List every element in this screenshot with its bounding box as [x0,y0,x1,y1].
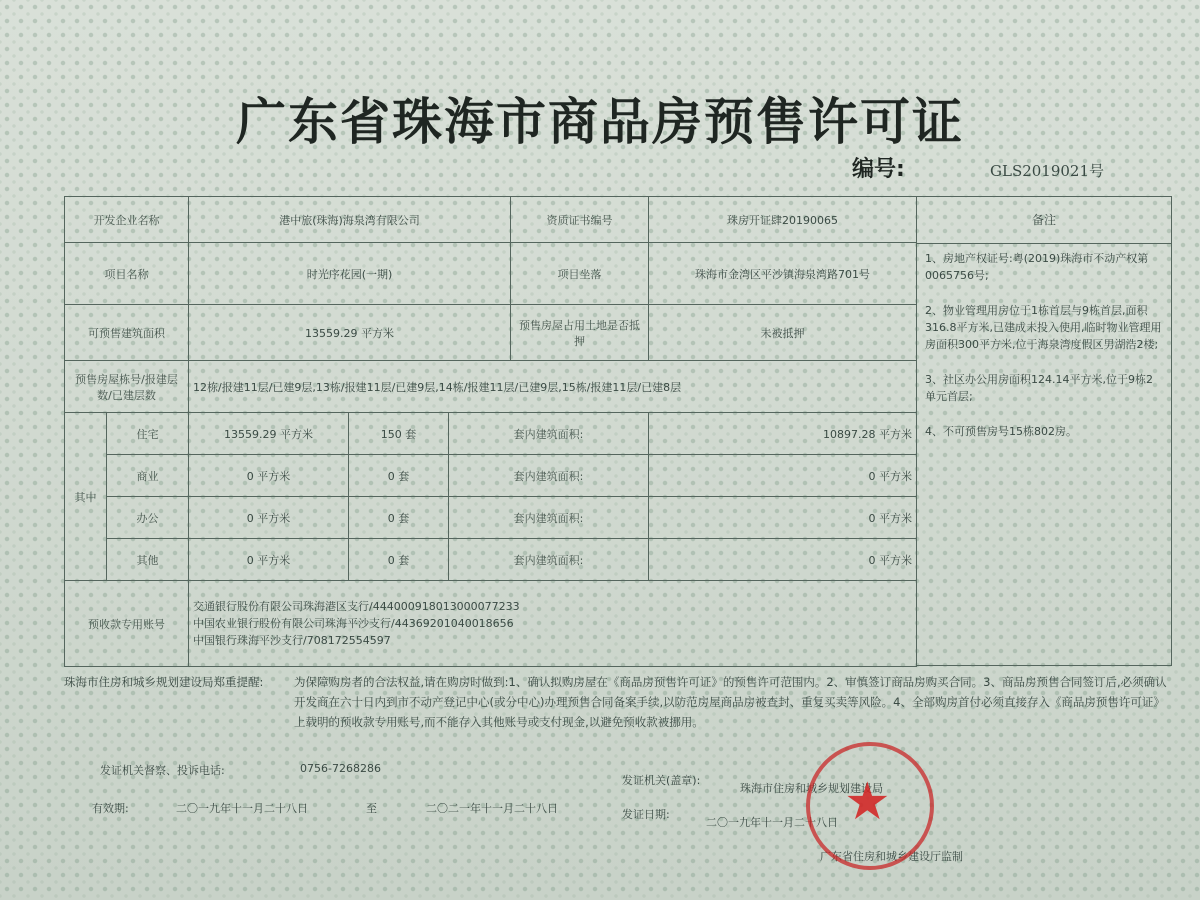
notice-issuer: 珠海市住房和城乡规划建设局郑重提醒: [64,675,264,689]
breakdown-units: 0 套 [349,539,449,581]
issuing-org-label: 发证机关(盖章): [622,774,701,787]
mortgage-value: 未被抵押 [649,305,917,361]
presale-area-value: 13559.29 平方米 [189,305,511,361]
breakdown-area: 0 平方米 [189,455,349,497]
breakdown-type: 住宅 [107,413,189,455]
project-location-label: 项目坐落 [511,243,649,305]
validity-label: 有效期: [92,802,129,815]
validity-from: 二〇一九年十一月二十八日 [176,802,308,815]
breakdown-inner-label: 套内建筑面积: [449,455,649,497]
seal-bottom-text: 广东省住房和城乡建设厅监制 [820,850,963,863]
account-line: 交通银行股份有限公司珠海港区支行/444000918013000077233 [193,600,520,613]
developer-label: 开发企业名称 [65,197,189,243]
breakdown-type: 办公 [107,497,189,539]
permit-table [64,196,917,667]
account-lines [189,581,917,667]
account-line: 中国银行珠海平沙支行/708172554597 [193,634,391,647]
qualification-label: 资质证书编号 [511,197,649,243]
remark-item: 4、不可预售房号15栋802房。 [925,425,1077,438]
validity-to: 二〇二一年十一月二十八日 [426,802,558,815]
among-label: 其中 [65,413,107,581]
certificate-title: 广东省珠海市商品房预售许可证 [236,92,964,151]
project-name-label: 项目名称 [65,243,189,305]
notice-text: 为保障购房者的合法权益,请在购房时做到:1、确认拟购房屋在《商品房预售许可证》的预售许可范围内。2、审慎签订商品房购买合同。3、商品房预售合同签订后,必须确认开发商在六十日内到市不动产登记中心(或分中心)办理预售合同备案手续,以防范房屋商品房被查封、重复买卖等风险。4、全部购房首付必须直接存入《商品房预售许可证》上载明的预收款专用账号,而不能存入其他账号或支付现金,以避免预收款被挪用。 [294,675,1167,729]
seal-star-icon: ★ [844,772,891,832]
buildings-value: 12栋/报建11层/已建9层,13栋/报建11层/已建9层,14栋/报建11层/已建9层,15栋/报建11层/已建8层 [189,361,917,413]
breakdown-inner-area: 0 平方米 [649,497,917,539]
breakdown-inner-area: 10897.28 平方米 [649,413,917,455]
breakdown-area: 0 平方米 [189,539,349,581]
presale-area-label: 可预售建筑面积 [65,305,189,361]
breakdown-inner-label: 套内建筑面积: [449,539,649,581]
breakdown-units: 150 套 [349,413,449,455]
account-label: 预收款专用账号 [65,581,189,667]
remark-item: 2、物业管理用房位于1栋首层与9栋首层,面积316.8平方米,已建成未投入使用,临时物业管理用房面积300平方米,位于海泉湾度假区男湖浩2楼; [925,304,1162,351]
issue-date-value: 二〇一九年十一月二十八日 [706,816,838,829]
breakdown-area: 13559.29 平方米 [189,413,349,455]
qualification-value: 珠房开证肆20190065 [649,197,917,243]
complaint-label: 发证机关督察、投诉电话: [100,764,225,777]
issuing-org-value: 珠海市住房和城乡规划建设局 [740,782,883,795]
breakdown-units: 0 套 [349,497,449,539]
remarks-box [916,196,1172,666]
breakdown-inner-label: 套内建筑面积: [449,413,649,455]
cert-number-value: GLS2019021号 [990,162,1105,180]
buildings-label: 预售房屋栋号/报建层数/已建层数 [65,361,189,413]
breakdown-type: 商业 [107,455,189,497]
breakdown-inner-label: 套内建筑面积: [449,497,649,539]
breakdown-type: 其他 [107,539,189,581]
breakdown-units: 0 套 [349,455,449,497]
remark-item: 3、社区办公用房面积124.14平方米,位于9栋2单元首层; [925,373,1153,403]
remarks-header: 备注 [917,197,1171,244]
breakdown-inner-area: 0 平方米 [649,455,917,497]
official-seal [806,742,934,870]
complaint-phone: 0756-7268286 [300,762,381,775]
project-location-value: 珠海市金湾区平沙镇海泉湾路701号 [649,243,917,305]
cert-number-label: 编号: [852,157,905,182]
issue-date-label: 发证日期: [622,808,670,821]
account-line: 中国农业银行股份有限公司珠海平沙支行/44369201040018656 [193,617,514,630]
breakdown-area: 0 平方米 [189,497,349,539]
mortgage-label: 预售房屋占用土地是否抵押 [511,305,649,361]
remark-item: 1、房地产权证号:粤(2019)珠海市不动产权第0065756号; [925,252,1149,282]
validity-to-label: 至 [366,802,377,815]
breakdown-inner-area: 0 平方米 [649,539,917,581]
developer-value: 港中旅(珠海)海泉湾有限公司 [189,197,511,243]
project-name-value: 时光序花园(一期) [189,243,511,305]
